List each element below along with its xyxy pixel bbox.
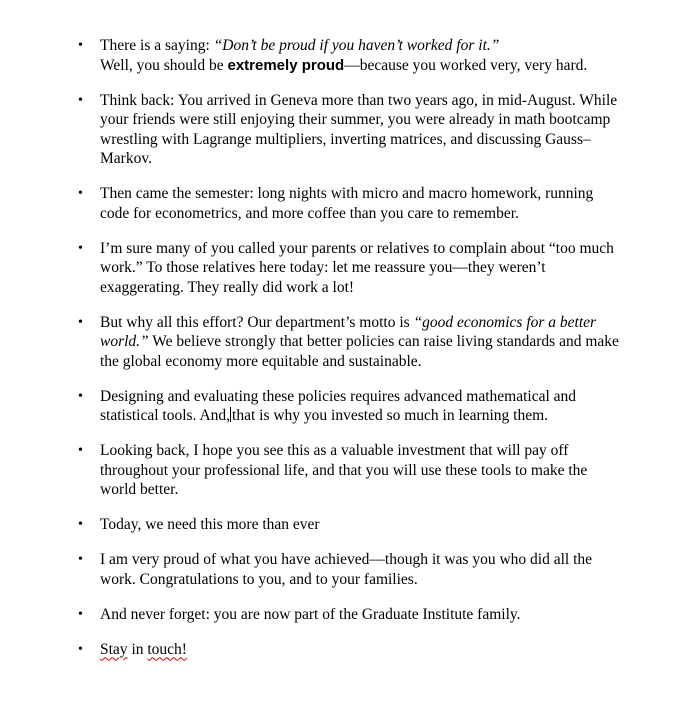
bullet-icon: • [78, 552, 83, 567]
bold-text: extremely proud [227, 56, 345, 74]
item-text: in [131, 640, 144, 658]
item-text: But why all this effort? Our department’s motto is [100, 313, 414, 331]
list-item [78, 605, 623, 625]
bullet-icon: • [78, 641, 83, 657]
item-text: We believe strongly that better policies can raise living standards and make the global economy more equitable and sustainable. [100, 333, 619, 370]
text-cursor [230, 407, 231, 422]
list-item [78, 550, 623, 589]
bullet-icon: • [78, 38, 83, 53]
quote-text: “Don’t be proud if you haven’t worked for it.” [213, 37, 500, 54]
item-text: Designing and evaluating these policies requires advanced mathematical and statistical tools. And, [100, 387, 577, 424]
item-text: I’m sure many of you called your parents or relatives to complain about “too much work.” To those relatives here today: let me reassure you—they weren’t exaggerating. They really did work a lot! [100, 239, 614, 296]
item-text: There is a saying: [100, 37, 214, 54]
list-item [78, 515, 623, 535]
bullet-icon: • [78, 606, 83, 622]
list-item [78, 36, 623, 75]
item-text: Then came the semester: long nights with micro and macro homework, running code for econometrics, and more coffee than you care to remember. [100, 185, 594, 222]
bullet-icon: • [78, 92, 83, 108]
list-item [78, 387, 623, 426]
item-text: Today, we need this more than ever [100, 516, 320, 533]
item-text: Looking back, I hope you see this as a valuable investment that will pay off throughout your professional life, and that you will use these tools to make the world better. [100, 442, 588, 498]
item-text: that is why you invested so much in learning them. [232, 407, 549, 424]
item-text: —because you worked very, very hard. [344, 56, 588, 74]
misspelled-word[interactable]: Stay [100, 640, 128, 658]
list-item [78, 239, 623, 298]
bullet-icon: • [78, 388, 83, 404]
bullet-icon: • [78, 314, 83, 330]
bullet-list [78, 36, 623, 675]
motto-text: “good economics for a better world.” [100, 313, 597, 350]
misspelled-word[interactable]: touch! [147, 640, 187, 658]
item-text: I am very proud of what you have achieved—though it was you who did all the work. Congratulations to you, and to your families. [100, 551, 593, 588]
bullet-icon: • [78, 186, 83, 201]
list-item [78, 184, 623, 223]
item-text: Think back: You arrived in Geneva more than two years ago, in mid-August. While your friends were still enjoying their summer, you were already in math bootcamp wrestling with Lagrange multipliers, inverting matrices, and discussing Gauss–Markov. [100, 91, 618, 167]
list-item [78, 313, 623, 372]
list-item [78, 441, 623, 500]
bullet-icon: • [78, 240, 83, 256]
list-item [78, 91, 623, 169]
bullet-icon: • [78, 443, 83, 458]
bullet-icon: • [78, 517, 83, 532]
item-text: Well, you should be [100, 56, 228, 74]
list-item [78, 640, 623, 660]
item-text: And never forget: you are now part of the Graduate Institute family. [100, 605, 521, 623]
